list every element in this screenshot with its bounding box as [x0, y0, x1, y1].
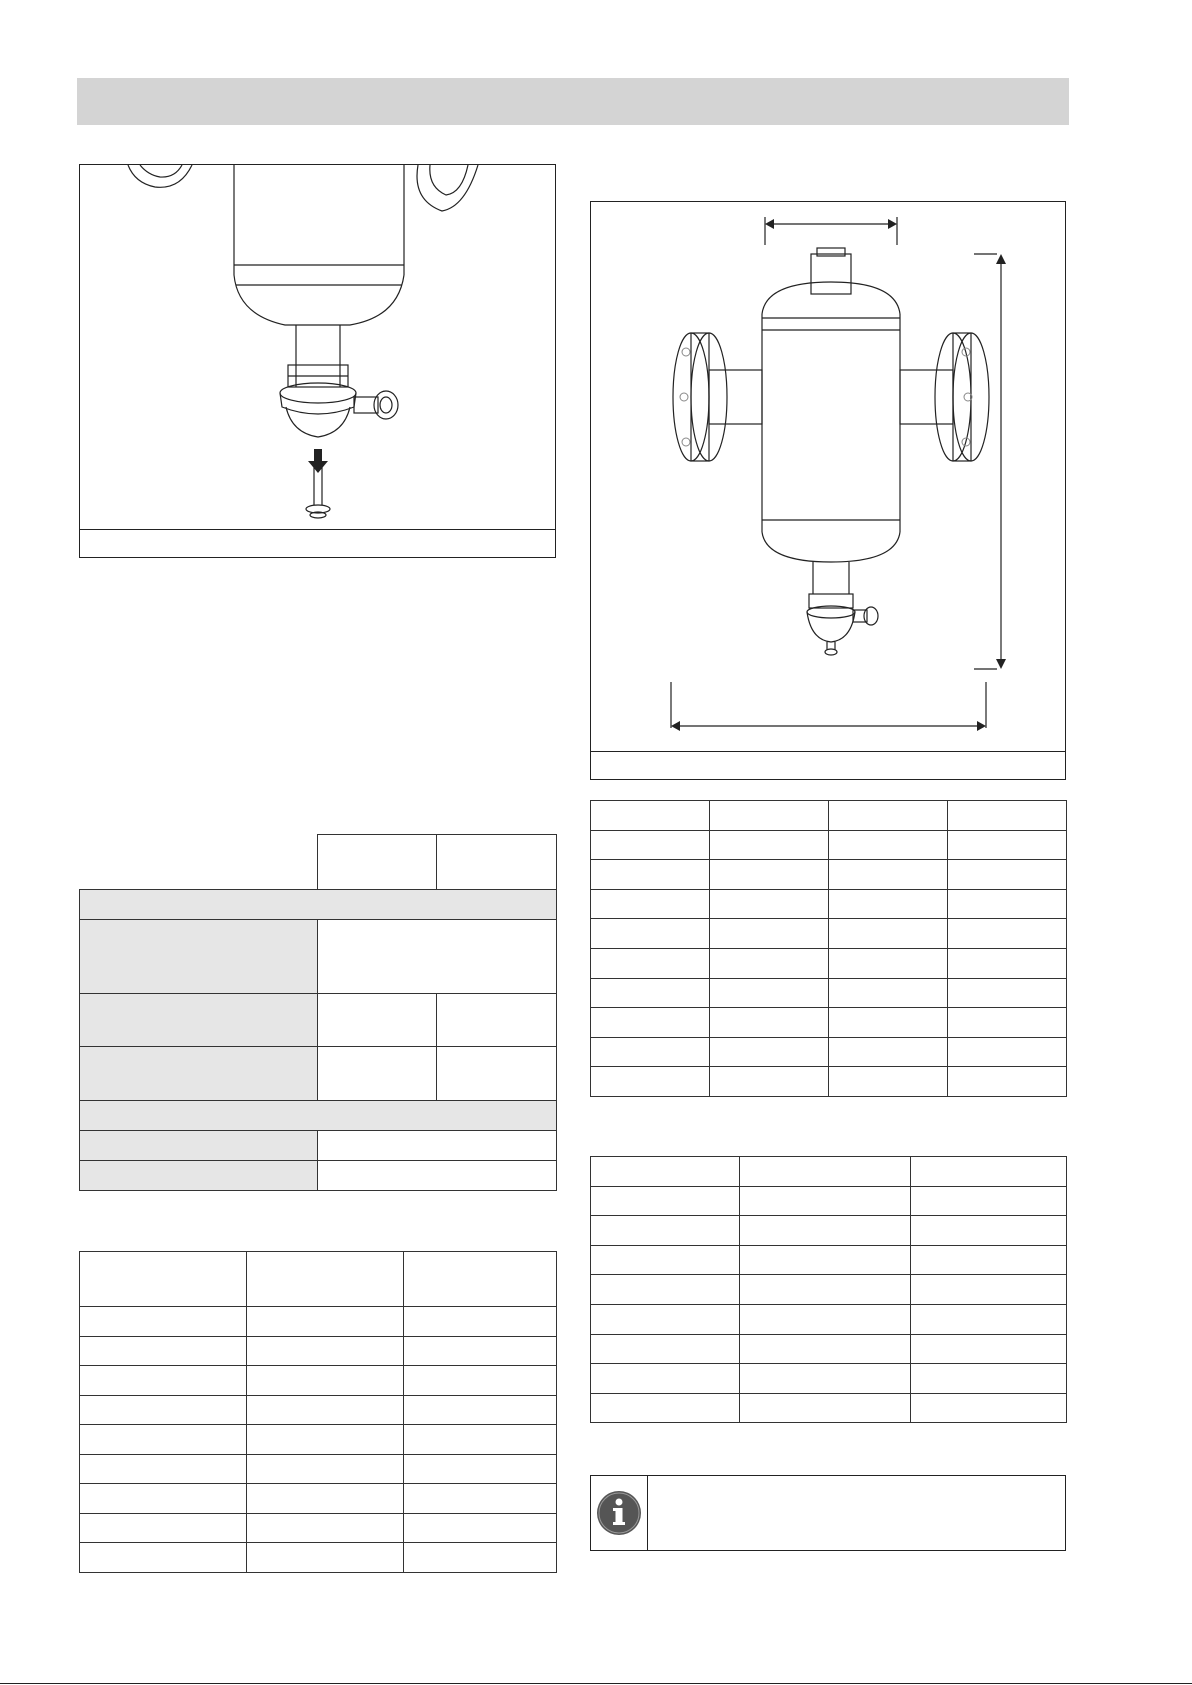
- table-cell: [80, 1425, 247, 1455]
- table-cell: [591, 1157, 740, 1187]
- table-row: [591, 860, 1067, 890]
- table-cell: [80, 1454, 247, 1484]
- table-cell: [80, 1161, 318, 1191]
- table-cell: [911, 1393, 1067, 1423]
- table-cell: [710, 919, 829, 949]
- table-cell: [829, 919, 948, 949]
- table-cell: [437, 1047, 557, 1101]
- table-cell: [591, 1216, 740, 1246]
- table-cell: [404, 1307, 557, 1337]
- drain-valve-illustration: [80, 165, 556, 531]
- table-row: [591, 1008, 1067, 1038]
- table-cell: [740, 1304, 911, 1334]
- table-cell: [591, 1393, 740, 1423]
- table-cell: [911, 1334, 1067, 1364]
- table-row: [80, 1513, 557, 1543]
- table-cell: [318, 920, 557, 994]
- table-cell: [247, 1252, 404, 1307]
- table-cell: [437, 994, 557, 1047]
- info-note-box: [590, 1475, 1066, 1551]
- section-header-bar: [77, 78, 1069, 125]
- table-cell: [911, 1245, 1067, 1275]
- table-cell: [948, 801, 1067, 831]
- table-bottom-left: [79, 1251, 557, 1573]
- table-row: [591, 889, 1067, 919]
- table-cell: [247, 1513, 404, 1543]
- table-row: [591, 1304, 1067, 1334]
- table-cell: [404, 1425, 557, 1455]
- table-cell: [829, 889, 948, 919]
- table-cell: [247, 1543, 404, 1573]
- table-section-row: [80, 1101, 557, 1131]
- table-row: [80, 1366, 557, 1396]
- table-row: [591, 919, 1067, 949]
- table-cell: [829, 978, 948, 1008]
- table-cell: [80, 1131, 318, 1161]
- table-cell: [710, 830, 829, 860]
- table-cell: [80, 1101, 557, 1131]
- table-cell: [948, 978, 1067, 1008]
- figure-caption: [591, 751, 1065, 779]
- table-cell: [80, 994, 318, 1047]
- table-cell: [404, 1513, 557, 1543]
- table-row: [591, 1216, 1067, 1246]
- table-cell: [404, 1484, 557, 1514]
- table-cell: [247, 1366, 404, 1396]
- table-cell: [911, 1186, 1067, 1216]
- table-cell: [80, 1513, 247, 1543]
- table-cell: [829, 801, 948, 831]
- table-cell: [591, 889, 710, 919]
- table-cell: [591, 1008, 710, 1038]
- table-cell: [591, 1245, 740, 1275]
- table-cell: [80, 1484, 247, 1514]
- table-cell: [740, 1186, 911, 1216]
- table-cell: [740, 1216, 911, 1246]
- table-cell: [247, 1395, 404, 1425]
- table-cell: [710, 948, 829, 978]
- table-cell: [247, 1454, 404, 1484]
- spec-table: [79, 834, 557, 1191]
- table-cell: [710, 978, 829, 1008]
- table-row: [80, 920, 557, 994]
- table-cell: [247, 1484, 404, 1514]
- table-cell: [318, 1131, 557, 1161]
- table-row: [591, 1186, 1067, 1216]
- table-cell: [247, 1307, 404, 1337]
- table-cell: [829, 1067, 948, 1097]
- table-cell: [80, 1047, 318, 1101]
- table-row: [591, 1037, 1067, 1067]
- table-cell: [740, 1157, 911, 1187]
- table-cell: [740, 1275, 911, 1305]
- table-cell: [318, 1161, 557, 1191]
- table-cell: [948, 830, 1067, 860]
- table-cell: [591, 1186, 740, 1216]
- table-cell: [829, 1008, 948, 1038]
- table-header-row: [80, 835, 557, 890]
- table-cell: [80, 1395, 247, 1425]
- table-row: [80, 1395, 557, 1425]
- table-cell: [948, 919, 1067, 949]
- table-cell: [80, 1307, 247, 1337]
- table-cell: [710, 860, 829, 890]
- table-cell: [829, 830, 948, 860]
- table-cell: [591, 860, 710, 890]
- table-cell: [404, 1252, 557, 1307]
- table-cell: [948, 1037, 1067, 1067]
- table-cell: [829, 860, 948, 890]
- table-cell: [591, 1037, 710, 1067]
- table-cell: [710, 1037, 829, 1067]
- table-row: [80, 1131, 557, 1161]
- table-row: [80, 1161, 557, 1191]
- table-cell: [710, 801, 829, 831]
- table-cell: [911, 1216, 1067, 1246]
- table-row: [591, 948, 1067, 978]
- info-icon-cell: [591, 1476, 648, 1550]
- table-cell: [710, 889, 829, 919]
- table-cell: [318, 835, 437, 890]
- table-cell: [80, 1336, 247, 1366]
- table-row: [80, 1543, 557, 1573]
- table-row: [80, 1047, 557, 1101]
- table-cell: [404, 1336, 557, 1366]
- table-row: [591, 1364, 1067, 1394]
- table-cell: [80, 920, 318, 994]
- table-cell: [591, 1334, 740, 1364]
- info-icon: [591, 1476, 647, 1550]
- table-cell: [318, 1047, 437, 1101]
- table-cell: [591, 1275, 740, 1305]
- dimension-illustration: [591, 202, 1066, 753]
- table-cell: [591, 1304, 740, 1334]
- table-cell: [404, 1543, 557, 1573]
- table-dimensions: [590, 800, 1067, 1097]
- table-row: [591, 1275, 1067, 1305]
- table-cell: [80, 1252, 247, 1307]
- table-cell: [591, 801, 710, 831]
- table-row: [80, 1336, 557, 1366]
- table-cell: [740, 1245, 911, 1275]
- page-bottom-rule: [0, 1683, 1192, 1684]
- table-cell: [948, 948, 1067, 978]
- table-row: [80, 1425, 557, 1455]
- table-cell: [911, 1304, 1067, 1334]
- table-row: [591, 830, 1067, 860]
- table-cell: [247, 1425, 404, 1455]
- table-cell: [404, 1454, 557, 1484]
- table-section-row: [80, 890, 557, 920]
- table-cell: [404, 1395, 557, 1425]
- figure-dimensions: [590, 201, 1066, 780]
- table-cell: [948, 1008, 1067, 1038]
- table-cell: [591, 1364, 740, 1394]
- table-cell: [591, 948, 710, 978]
- table-row: [591, 1067, 1067, 1097]
- table-row: [80, 1307, 557, 1337]
- table-cell: [740, 1334, 911, 1364]
- table-cell: [740, 1393, 911, 1423]
- table-cell: [404, 1366, 557, 1396]
- table-cell: [80, 1543, 247, 1573]
- table-cell: [911, 1364, 1067, 1394]
- table-cell: [948, 860, 1067, 890]
- table-row: [591, 1157, 1067, 1187]
- table-row: [591, 978, 1067, 1008]
- table-cell: [948, 1067, 1067, 1097]
- table-row: [591, 801, 1067, 831]
- table-row: [591, 1245, 1067, 1275]
- table-cell: [911, 1157, 1067, 1187]
- table-row: [80, 1454, 557, 1484]
- table-cell: [247, 1336, 404, 1366]
- figure-drain-valve: [79, 164, 556, 558]
- table-right-lower: [590, 1156, 1067, 1423]
- table-row: [591, 1393, 1067, 1423]
- table-cell: [591, 919, 710, 949]
- table-cell: [911, 1275, 1067, 1305]
- table-cell: [591, 1067, 710, 1097]
- table-cell: [80, 1366, 247, 1396]
- table-header-row: [80, 1252, 557, 1307]
- table-cell: [740, 1364, 911, 1394]
- table-cell: [318, 994, 437, 1047]
- table-cell: [710, 1067, 829, 1097]
- table-cell: [948, 889, 1067, 919]
- table-cell: [80, 835, 318, 890]
- table-cell: [591, 978, 710, 1008]
- table-cell: [710, 1008, 829, 1038]
- table-cell: [829, 1037, 948, 1067]
- table-cell: [591, 830, 710, 860]
- figure-caption: [80, 529, 555, 557]
- table-row: [591, 1334, 1067, 1364]
- table-cell: [829, 948, 948, 978]
- table-row: [80, 1484, 557, 1514]
- table-row: [80, 994, 557, 1047]
- table-cell: [437, 835, 557, 890]
- table-cell: [80, 890, 557, 920]
